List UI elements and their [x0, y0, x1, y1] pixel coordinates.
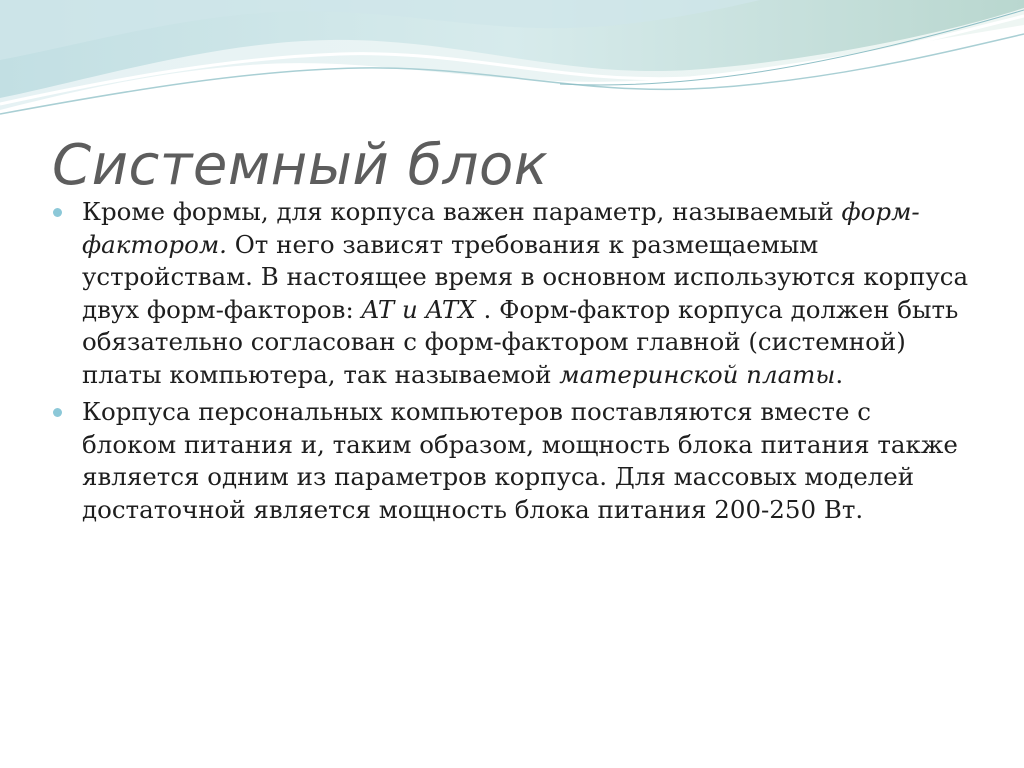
text-segment: Кроме формы, для корпуса важен параметр, называемый [82, 197, 842, 226]
bullet-text [82, 397, 958, 524]
text-segment-italic: материнской платы [559, 359, 836, 389]
bullet-dot-icon [53, 408, 62, 417]
slide-title: Системный блок [52, 133, 549, 198]
bullet-item [52, 196, 972, 391]
text-segment: Корпуса персональных компьютеров поставляются вместе с блоком питания и, таким образом, мощность блока питания также является одним из параметров корпуса. Для массовых моделей достаточной является мощность блока питания 200-250 Вт. [82, 397, 958, 524]
bullet-list [52, 196, 972, 531]
header-wave-decoration [0, 0, 1024, 130]
bullet-dot-icon [53, 208, 62, 217]
text-segment: . [835, 359, 844, 389]
bullet-item [52, 396, 972, 526]
text-segment-italic: AT и ATX [361, 294, 476, 324]
text-segment: . Форм-фактор корпуса должен быть обязательно согласован с форм-фактором главной (системной) платы компьютера, так называемой [82, 294, 959, 389]
text-segment-italic: форм-фактором. [82, 197, 920, 259]
text-segment: От него зависят требования к размещаемым устройствам. В настоящее время в основном используются корпуса двух форм-факторов: [82, 229, 969, 324]
bullet-text [82, 197, 968, 389]
